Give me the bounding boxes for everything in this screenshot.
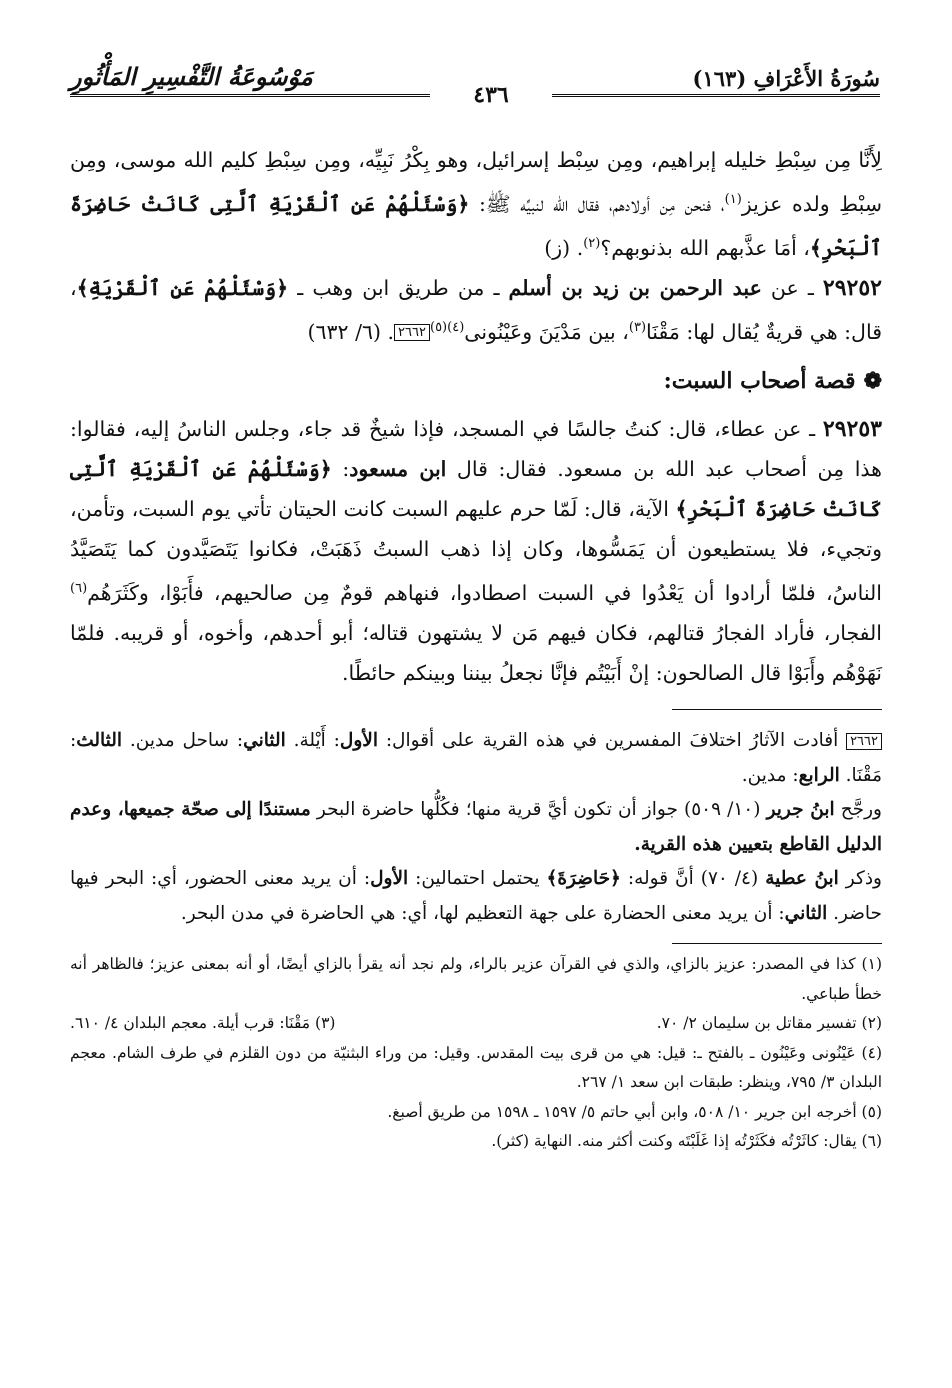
p2-text-b: (١٠/ ٥٠٩) جواز أن تكون أيَّ قرية منها؛ فكُلُّها حاضرة البحر	[310, 799, 767, 821]
para2-text-a: ـ من طريق ابن وهب ـ	[288, 275, 509, 300]
para2-text-c: ، بين مَدْيَنَ وعَيْنُونى	[464, 319, 629, 344]
label-fourth: الرابع	[798, 764, 840, 786]
p3-text-a: وذكر	[838, 868, 882, 890]
scholar-name: ابنُ عطية	[765, 868, 839, 890]
page-body	[70, 140, 882, 1157]
narration-29253	[70, 409, 882, 693]
footnote-ref-4[interactable]: (٤)	[447, 319, 465, 335]
para2-text-b: ، قال: هي قريةٌ يُقال لها: مَقْنَا	[70, 275, 882, 344]
commentary-intro: أفادت الآثارُ اختلافَ المفسرين في هذه القرية على أقوال:	[377, 730, 847, 752]
narration-number: ٢٩٢٥٢	[822, 274, 882, 301]
second-text: : ساحل مدين.	[122, 730, 244, 752]
third-text: : مَقْنَا.	[70, 730, 882, 786]
para3-text-b: :	[331, 457, 350, 482]
fourth-text: : مدين.	[741, 764, 799, 786]
para3-text-a: ـ عن عطاء، قال: كنتُ جالسًا في المسجد، فإذا شيخٌ قد جاء، وجلس الناسُ إليه، فقالوا: هذا مِن أصحاب عبد الله بن مسعود. فقال: قال	[70, 417, 882, 482]
quran-verse: ﴿وَسْئَلْهُمْ عَنِ ٱلْقَرْيَةِ﴾	[76, 275, 289, 300]
commentary-paragraph-1	[70, 724, 882, 793]
para3-text-c: الآية، قال: لَمّا حرم عليهم السبت كانت الحيتان تأتي يوم السبت، وتأمن، وتجيء، فلا يستطيعون أن يَمَسُّوها، وكان إذا ذهب السبتُ ذَهَبَتْ، فكانوا يَتَصَيَّدون كما يَتَصَيَّدُ الناسُ، فلمّا أرادوا أن يَعْدُوا في السبت اصطادوا، فنهاهم قومٌ مِن صالحيهم، فأَبَوْا، وكَثَرَهُم	[70, 497, 882, 606]
quran-verse: ﴿وَسْئَلْهُمْ عَنِ ٱلْقَرْيَةِ ٱلَّتِى كَانَتْ حَاضِرَةَ ٱلْبَحْرِ﴾	[70, 457, 882, 522]
label-first: الأول	[370, 868, 409, 890]
scholar-name: ابنُ جرير	[766, 799, 835, 821]
page-header	[70, 60, 880, 108]
para2-dash: ـ عن	[761, 275, 823, 300]
p3-text-d: : أن يريد معنى الحضور، أي: البحر فيها حاضر.	[70, 868, 882, 924]
footnote-2: (٢) تفسير مقاتل بن سليمان ٢/ ٧٠.	[656, 1014, 882, 1033]
para1-text-d: . (ز)	[544, 235, 584, 260]
p3-text-e: : أن يريد معنى الحضارة على جهة التعظيم لها، أي: هي الحاضرة في مدن البحر.	[180, 902, 785, 924]
quran-word: ﴿حَاضِرَةَ﴾	[546, 868, 621, 890]
para2-text-d: . (٦/ ٦٣٢)	[307, 319, 395, 344]
surah-title: سُورَةُ الأَعْرَافِ (١٦٣)	[692, 66, 880, 91]
label-first: الأول	[339, 730, 378, 752]
first-text: : أَيْلة.	[285, 730, 340, 752]
footnote-ref-5[interactable]: (٥)	[429, 319, 448, 335]
commentary-paragraph-2	[70, 793, 882, 862]
label-second: الثاني	[243, 730, 286, 752]
narrator-name: عبد الرحمن بن زيد بن أسلم	[508, 275, 762, 300]
book-title: مَوْسُوعَةُ التَّفْسِيرِ المَأْثُورِ	[70, 62, 313, 91]
p2-text-a: ورجَّح	[834, 799, 882, 821]
label-third: الثالث	[76, 730, 123, 752]
narration-29252	[70, 268, 882, 352]
footnote-1: (١) كذا في المصدر: عزيز بالزاي، والذي في القرآن عزير بالراء، ولم نجد أنه يقرأ بالزاي أيضًا، أو أنه بمعنى عزيز؛ فالظاهر أنه خطأ طباعي.	[70, 955, 882, 1003]
p3-text-c: يحتمل احتمالين:	[408, 868, 547, 890]
footnote-ref-2[interactable]: (٢)	[583, 235, 601, 251]
para3-text-d: الفجار، فأراد الفجارُ قتالهم، فكان فيهم مَن لا يشتهون قتاله؛ أبو أحدهم، وأخوه، أو قريبه. فلمّا نَهَوْهُم وأَبَوْا قال الصالحون: إنْ أَبَيْتُم فإنَّا نجعلُ بيننا وبينكم حائطًا.	[70, 621, 882, 686]
section-heading	[70, 363, 882, 399]
para1-text-a: لِأَنَّا مِن سِبْطِ خليله إبراهيم، ومِن سِبْط إسرائيل، وهو بِكْرُ نَبِيِّه، ومِن سِبْطِ كليم الله موسى، ومِن سِبْطِ ولده عزيز	[70, 148, 883, 216]
commentary-divider	[672, 709, 882, 710]
footnote-3: (٣) مَقْنَا: قرب أيلة. معجم البلدان ٤/ ٦١٠.	[70, 1014, 336, 1033]
commentary-number-box: ٢٦٦٢	[846, 733, 882, 750]
footnote-ref-6[interactable]: (٦)	[70, 581, 88, 597]
para1-text-c: ، أمَا عذَّبهم الله بذنوبهم؟	[600, 235, 810, 260]
footnote-4: (٤) عَيْنُونى وعَيْنُون ـ بالفتح ـ: قيل: هي من قرى بيت المقدس. وقيل: من وراء البثنيّة من دون القلزم في طرف الشام. معجم البلدان ٣/ ٧٩٥، وينظر: طبقات ابن سعد ١/ ٢٦٧.	[70, 1043, 882, 1092]
footnotes-divider	[672, 943, 882, 944]
commentary-ref-box[interactable]: ٢٦٦٢	[394, 324, 430, 341]
footnote-6: (٦) يقال: كاثَرْتُه فكَثَرْتُه إذا غَلَبْتَه وكنت أكثر منه. النهاية (كثر).	[491, 1132, 882, 1151]
footnote-ref-3[interactable]: (٣)	[628, 319, 647, 335]
paragraph-1	[70, 140, 882, 268]
para1-text-b: ، فنحن مِن أولادهم، فقال الله لنبيِّه ﷺ:	[469, 191, 725, 216]
section-heading-text: قصة أصحاب السبت:	[663, 368, 856, 395]
footnote-5: (٥) أخرجه ابن جرير ١٠/ ٥٠٨، وابن أبي حاتم ٥/ ١٥٩٧ ـ ١٥٩٨ من طريق أصبغ.	[387, 1102, 882, 1121]
quran-verse: ﴿وَسْئَلْهُمْ عَنِ ٱلْقَرْيَةِ ٱلَّتِى كَانَتْ حَاضِرَةَ ٱلْبَحْرِ﴾	[70, 191, 882, 260]
footnote-row	[70, 1009, 882, 1039]
commentary-paragraph-3	[70, 862, 882, 931]
page-number: ٤٣٦	[430, 82, 552, 108]
p2-bold-text: مستندًا إلى صحّة جميعها، وعدم الدليل القاطع بتعيين هذه القرية.	[70, 799, 882, 855]
p3-text-b: (٤/ ٧٠) أنَّ قوله:	[620, 868, 766, 890]
label-second: الثاني	[784, 902, 828, 924]
footnote-ref-1[interactable]: (١)	[724, 192, 742, 207]
flower-icon: ❁	[863, 368, 882, 395]
narrator-name: ابن مسعود	[349, 457, 447, 482]
narration-number: ٢٩٢٥٣	[822, 416, 882, 443]
footnotes	[70, 950, 882, 1157]
